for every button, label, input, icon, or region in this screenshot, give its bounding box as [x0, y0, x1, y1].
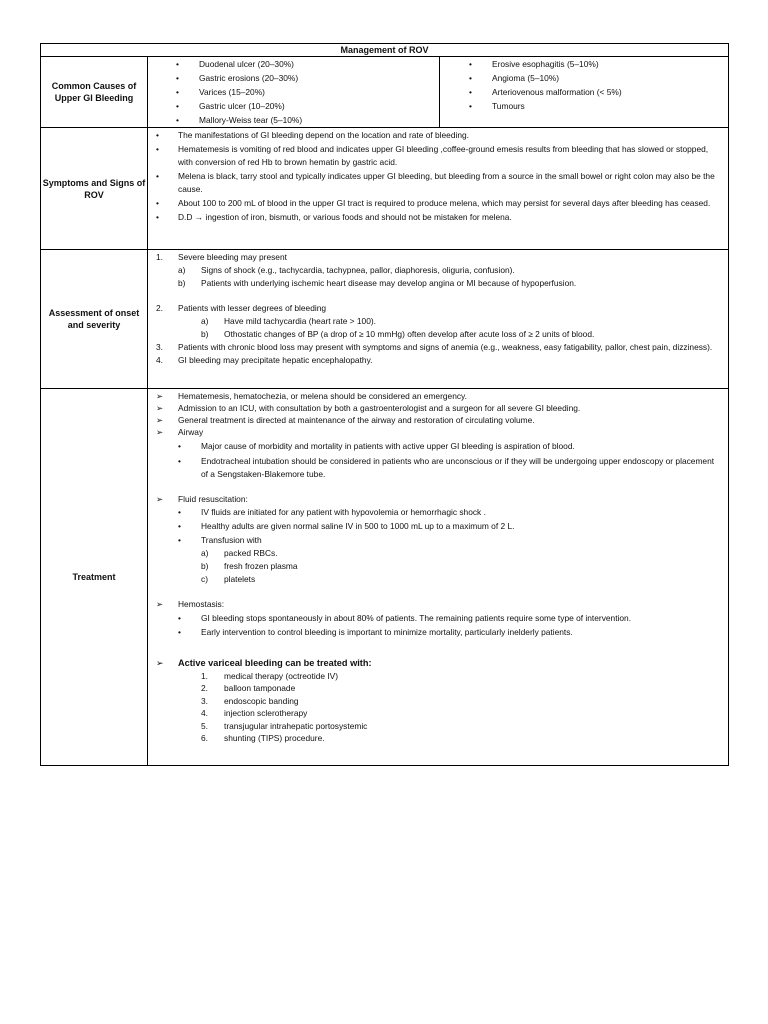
list-item: • IV fluids are initiated for any patient with hypovolemia or hemorrhagic shock .	[178, 507, 486, 517]
bullet-icon: •	[178, 535, 181, 545]
list-item: • Transfusion with	[178, 535, 262, 545]
arrow-icon: ➢	[156, 658, 164, 668]
causes-left-list	[148, 57, 440, 128]
list-item: 4. injection sclerotherapy	[201, 708, 308, 719]
list-item: a) packed RBCs.	[201, 548, 278, 558]
list-item: 1. Severe bleeding may present	[156, 252, 287, 262]
list-item: • Varices (15–20%)	[176, 87, 265, 97]
bullet-icon: •	[176, 87, 179, 97]
assessment-list	[148, 250, 729, 389]
bullet-icon: •	[178, 627, 181, 637]
list-item: ➢ Hemostasis:	[156, 599, 225, 609]
symptoms-label: Symptoms and Signs of ROV	[41, 128, 148, 250]
list-item: • Early intervention to control bleeding is important to minimize mortality, particularly inelderly patients.	[178, 627, 573, 637]
bullet-icon: •	[469, 87, 472, 97]
list-item: • GI bleeding stops spontaneously in about 80% of patients. The remaining patients require some type of intervention.	[178, 613, 632, 623]
symptoms-list	[148, 128, 729, 250]
rov-management-table	[40, 43, 729, 766]
list-item: ➢ Admission to an ICU, with consultation by both a gastroenterologist and a surgeon for all severe GI bleeding.	[156, 403, 581, 413]
list-item: 3. Patients with chronic blood loss may present with symptoms and signs of anemia (e.g., weakness, easy fatigability, pallor, chest pain, dizziness).	[156, 342, 713, 352]
list-item: 4. GI bleeding may precipitate hepatic encephalopathy.	[156, 355, 373, 365]
arrow-icon: ➢	[156, 391, 164, 401]
list-item: 2. Patients with lesser degrees of bleeding	[156, 303, 327, 313]
list-item: 1. medical therapy (octreotide IV)	[201, 671, 339, 681]
arrow-icon: ➢	[156, 494, 164, 504]
list-item: 3. endoscopic banding	[201, 695, 299, 706]
list-item: • Mallory-Weiss tear (5–10%)	[176, 115, 303, 125]
bullet-icon: •	[176, 59, 179, 69]
list-item: • Healthy adults are given normal saline IV in 500 to 1000 mL up to a maximum of 2 L.	[178, 521, 515, 531]
list-item: ➢ Active variceal bleeding can be treated with:	[156, 658, 372, 668]
list-item: • Duodenal ulcer (20–30%)	[176, 59, 294, 69]
bullet-icon: •	[469, 59, 472, 69]
list-item: • Endotracheal intubation should be considered in patients who are unconscious or if they will be undergoing upper endoscopy or placement of a Sengstaken-Blakemore tube.	[178, 456, 715, 479]
causes-right-list	[440, 57, 729, 128]
list-item: ➢ Fluid resuscitation:	[156, 494, 248, 504]
bullet-icon: •	[469, 101, 472, 111]
bullet-icon: •	[176, 115, 179, 125]
list-item: c) platelets	[201, 574, 256, 584]
list-item: ➢ Airway	[156, 427, 204, 437]
list-item: b) Patients with underlying ischemic heart disease may develop angina or MI because of hypoperfusion.	[178, 278, 577, 288]
bullet-icon: •	[156, 198, 159, 208]
list-item: • Hematemesis is vomiting of red blood and indicates upper GI bleeding ,coffee-ground emesis results from bleeding that has slowed or stopped, with conversion of red Hb to brown hematin by gastric acid.	[156, 144, 709, 167]
list-item: ➢ General treatment is directed at maintenance of the airway and restoration of circulating volume.	[156, 415, 535, 425]
list-item: b) Othostatic changes of BP (a drop of ≥ 10 mmHg) often develop after acute loss of ≥ 2 units of blood.	[201, 329, 595, 339]
list-item: • Tumours	[469, 101, 525, 111]
bullet-icon: •	[156, 171, 159, 181]
bullet-icon: •	[178, 507, 181, 517]
arrow-icon: ➢	[156, 599, 164, 609]
table-title: Management of ROV	[41, 44, 729, 57]
bullet-icon: •	[469, 73, 472, 83]
list-item: • Major cause of morbidity and mortality in patients with active upper GI bleeding is aspiration of blood.	[178, 441, 575, 451]
list-item: • Angioma (5–10%)	[469, 73, 560, 83]
list-item: • Gastric erosions (20–30%)	[176, 73, 299, 83]
list-item: a) Signs of shock (e.g., tachycardia, tachypnea, pallor, diaphoresis, oliguria, confusion).	[178, 265, 515, 275]
bullet-icon: •	[178, 521, 181, 531]
assessment-label: Assessment of onset and severity	[41, 250, 148, 389]
list-item: • The manifestations of GI bleeding depend on the location and rate of bleeding.	[156, 130, 470, 140]
bullet-icon: •	[156, 130, 159, 140]
bullet-icon: •	[156, 212, 159, 222]
arrow-icon: ➢	[156, 427, 164, 437]
arrow-icon: ➢	[156, 403, 164, 413]
list-item: 5. transjugular intrahepatic portosystemic	[201, 720, 368, 731]
bullet-icon: •	[176, 101, 179, 111]
treatment-list	[148, 389, 729, 766]
bullet-icon: •	[156, 144, 159, 154]
list-item: • About 100 to 200 mL of blood in the upper GI tract is required to produce melena, which may persist for several days after bleeding has ceased.	[156, 198, 711, 208]
list-item: 6. shunting (TIPS) procedure.	[201, 733, 325, 744]
list-item: 2. balloon tamponade	[201, 683, 296, 694]
list-item: • Arteriovenous malformation (< 5%)	[469, 87, 622, 97]
treatment-label: Treatment	[41, 389, 148, 766]
causes-label: Common Causes of Upper GI Bleeding	[41, 57, 148, 128]
list-item: • Erosive esophagitis (5–10%)	[469, 59, 599, 69]
list-item: a) Have mild tachycardia (heart rate > 100).	[201, 316, 376, 326]
list-item: • Melena is black, tarry stool and typically indicates upper GI bleeding, but bleeding from a source in the small bowel or right colon may also be the cause.	[156, 171, 715, 194]
bullet-icon: •	[178, 613, 181, 623]
bullet-icon: •	[178, 456, 181, 466]
arrow-icon: ➢	[156, 415, 164, 425]
list-item: • D.D → ingestion of iron, bismuth, or various foods and should not be mistaken for melena.	[156, 212, 512, 222]
list-item: b) fresh frozen plasma	[201, 561, 298, 571]
bullet-icon: •	[178, 441, 181, 451]
list-item: • Gastric ulcer (10–20%)	[176, 101, 285, 111]
list-item: ➢ Hematemesis, hematochezia, or melena should be considered an emergency.	[156, 391, 467, 401]
bullet-icon: •	[176, 73, 179, 83]
